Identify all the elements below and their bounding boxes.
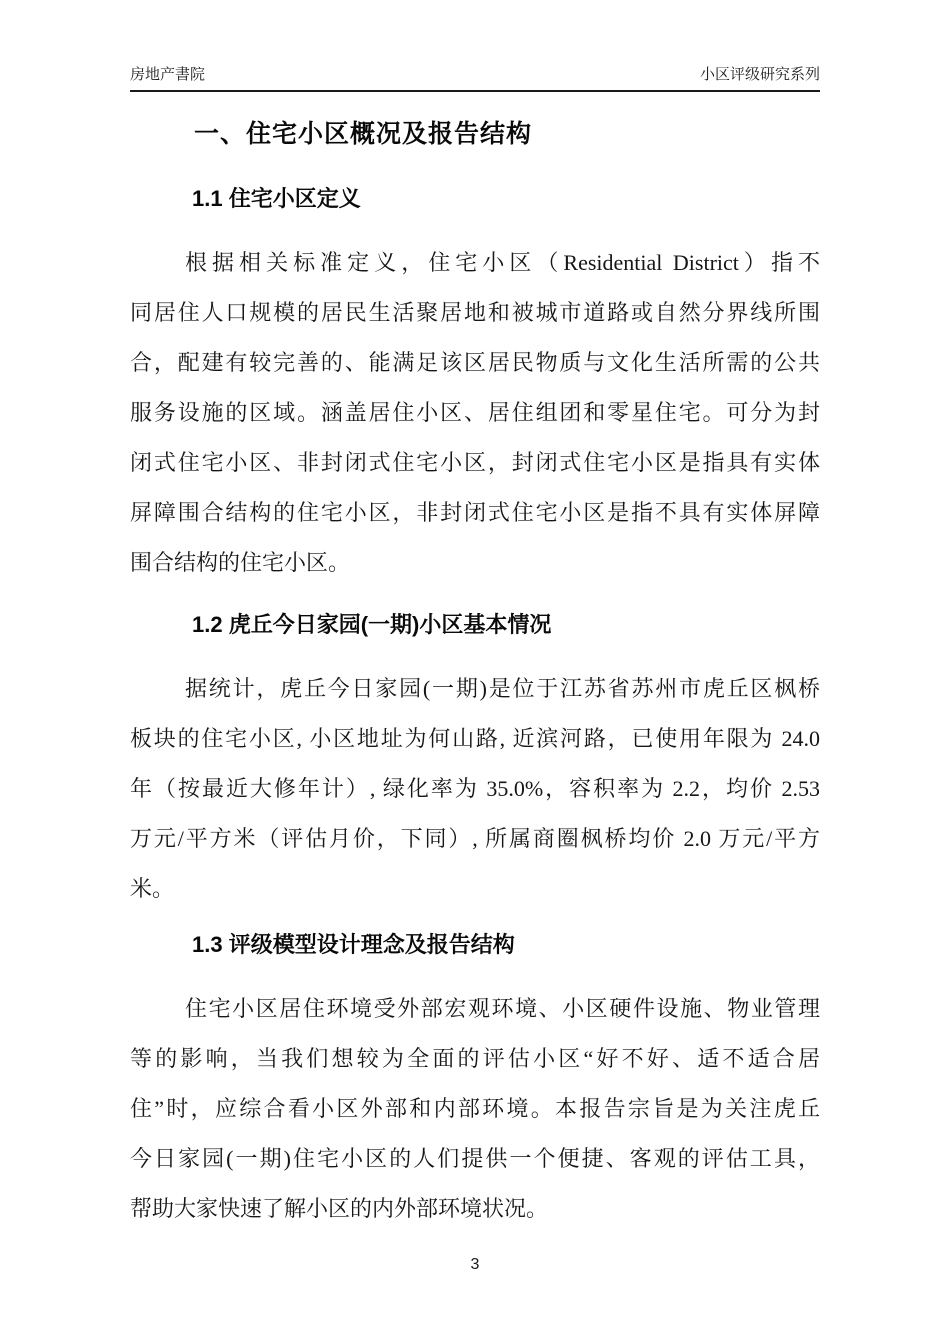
- text-line: 米。: [130, 876, 175, 901]
- text-line: 屏障围合结构的住宅小区，非封闭式住宅小区是指不具有实体屏障: [130, 500, 820, 525]
- text-line: 同居住人口规模的居民生活聚居地和被城市道路或自然分界线所围: [130, 300, 820, 325]
- text-line: 住”时，应综合看小区外部和内部环境。本报告宗旨是为关注虎丘: [130, 1096, 820, 1121]
- text-line: 服务设施的区域。涵盖居住小区、居住组团和零星住宅。可分为封: [130, 400, 820, 425]
- section-1-2-paragraph: [130, 664, 820, 914]
- page-content: [130, 0, 820, 1234]
- text-line: 合，配建有较完善的、能满足该区居民物质与文化生活所需的公共: [130, 350, 820, 375]
- header-left-text: 房地产書院: [130, 66, 206, 83]
- text-line: 万元/平方米（评估月价，下同）, 所属商圈枫桥均价 2.0 万元/平方: [130, 826, 820, 851]
- text-line: 年（按最近大修年计）, 绿化率为 35.0%，容积率为 2.2，均价 2.53: [130, 776, 820, 801]
- section-heading-1-1: 1.1 住宅小区定义: [192, 186, 361, 211]
- text-line: 板块的住宅小区, 小区地址为何山路, 近滨河路，已使用年限为 24.0: [130, 726, 820, 751]
- text-line: 帮助大家快速了解小区的内外部环境状况。: [130, 1196, 549, 1221]
- section-heading-1-2: 1.2 虎丘今日家园(一期)小区基本情况: [192, 612, 552, 637]
- header-right-text: 小区评级研究系列: [699, 66, 820, 83]
- section-1-1-paragraph: [130, 238, 820, 588]
- page-number: 3: [470, 1256, 480, 1273]
- section-heading-1-3: 1.3 评级模型设计理念及报告结构: [192, 932, 515, 957]
- text-line: 据统计，虎丘今日家园(一期)是位于江苏省苏州市虎丘区枫桥: [185, 676, 820, 701]
- text-line: 住宅小区居住环境受外部宏观环境、小区硬件设施、物业管理: [185, 996, 820, 1021]
- text-line: 闭式住宅小区、非封闭式住宅小区，封闭式住宅小区是指具有实体: [130, 450, 820, 475]
- text-line: 围合结构的住宅小区。: [130, 550, 351, 575]
- text-line: 等的影响，当我们想较为全面的评估小区“好不好、适不适合居: [130, 1046, 820, 1071]
- text-line: 今日家园(一期)住宅小区的人们提供一个便捷、客观的评估工具，: [130, 1146, 820, 1171]
- document-title: 一、住宅小区概况及报告结构: [194, 120, 533, 148]
- section-1-3-paragraph: [130, 984, 820, 1234]
- page-header: [130, 64, 820, 92]
- text-line: 根据相关标准定义，住宅小区（Residential District）指不: [185, 250, 820, 275]
